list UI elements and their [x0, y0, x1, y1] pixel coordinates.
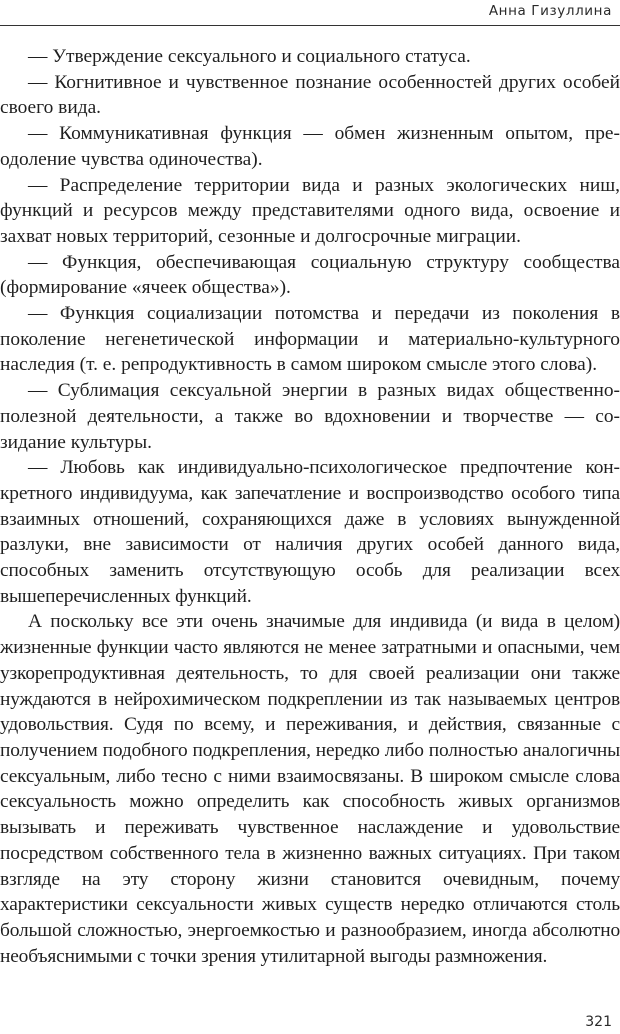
page-number: 321	[585, 1014, 612, 1030]
running-header-author: Анна Гизуллина	[488, 3, 612, 19]
page-body	[0, 44, 620, 969]
paragraph: — Утверждение сексуального и социального статуса.	[28, 46, 471, 67]
header-rule	[0, 25, 620, 26]
paragraph: — Сублимация сексуальной энергии в разных видах общественно-полезной деятельности, а также во вдохновении и творчестве — созидание культуры.	[0, 380, 620, 453]
paragraph: — Когнитивное и чувственное познание особенностей других особей своего вида.	[0, 71, 620, 119]
paragraph: — Любовь как индивидуально-психологическое предпочтение конкретного индивидуума, как запечатление и воспроизводство особого типа взаимных отношений, сохраняющихся даже в условиях вынужденной разлуки, вне зависимости от наличия других особей данного вида, способных заменить отсутствующую особь для реализации всех вышеперечисленных функций.	[0, 457, 620, 607]
paragraph: А поскольку все эти очень значимые для индивида (и вида в целом) жизненные функции часто являются не менее затратными и опасными, чем узкорепродуктивная деятельность, то для своей реализации они также нуждаются в нейрохимическом подкреплении из так называемых центров удовольствия. Судя по всему, и переживания, и действия, связанные с получением подобного подкрепления, нередко либо полностью аналогичны сексуальным, либо тесно с ними взаимосвязаны. В широком смысле слова сексуальность можно определить как способность живых организмов вызывать и переживать чувственное наслаждение и удовольствие посредством собственного тела в жизненно важных ситуациях. При таком взгляде на эту сторону жизни становится очевидным, почему характеристики сексуальности живых существ нередко отличаются столь большой сложностью, энергоемкостью и разнообразием, иногда абсолютно необъяснимыми с точки зрения утилитарной выгоды размножения.	[0, 611, 620, 967]
paragraph: — Функция социализации потомства и передачи из поколения в поколение негенетической информации и материально-культурного наследия (т. е. репродуктивность в самом широком смысле этого слова).	[0, 303, 620, 376]
paragraph: — Функция, обеспечивающая социальную структуру сообщества (формирование «ячеек общества»).	[0, 251, 620, 299]
paragraph: — Распределение территории вида и разных экологических ниш, функций и ресурсов между представителями одного вида, освоение и захват новых территорий, сезонные и долгосрочные миграции.	[0, 174, 620, 247]
paragraph: — Коммуникативная функция — обмен жизненным опытом, преодоление чувства одиночества).	[0, 123, 620, 170]
